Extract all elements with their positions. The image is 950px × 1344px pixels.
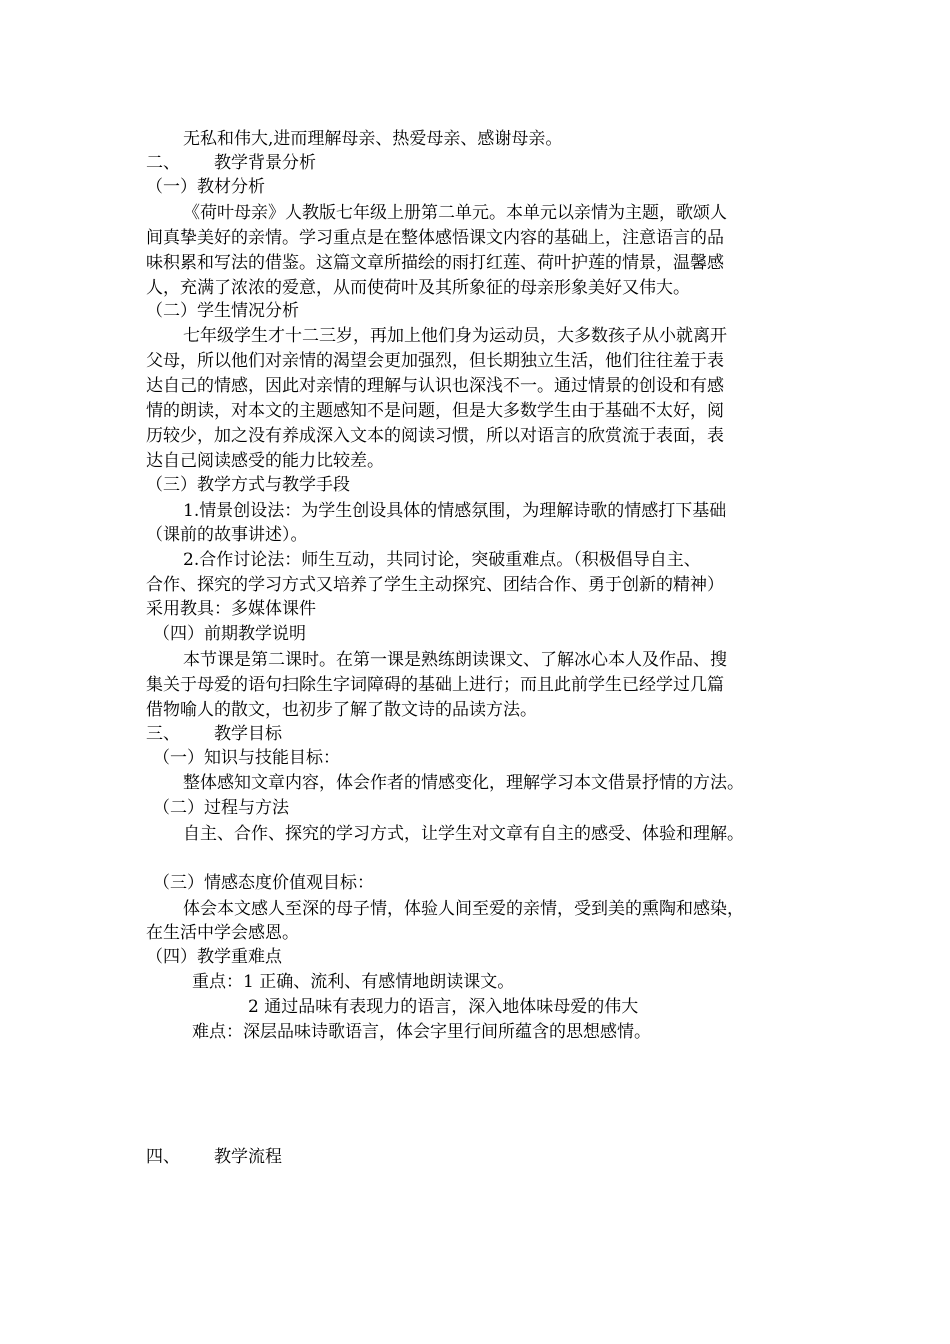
paragraph-line: 2.合作讨论法：师生互动，共同讨论，突破重难点。（积极倡导自主、 (183, 550, 701, 570)
section3-heading (146, 723, 282, 745)
section2-heading (146, 152, 316, 174)
intro-tail-text: 无私和伟大,进而理解母亲、热爱母亲、感谢母亲。 (183, 129, 563, 149)
section2-number: 二、 (146, 153, 180, 173)
paragraph-line: 七年级学生才十二三岁，再加上他们身为运动员，大多数孩子从小就离开 (183, 326, 727, 346)
section2-sub3-heading: （三）教学方式与教学手段 (146, 475, 350, 495)
paragraph-line: 1.情景创设法：为学生创设具体的情感氛围，为理解诗歌的情感打下基础 (183, 501, 727, 521)
section3-sub3-heading: （三）情感态度价值观目标： (153, 873, 374, 893)
section4-number: 四、 (146, 1147, 180, 1167)
paragraph-line: 达自己阅读感受的能力比较差。 (146, 451, 384, 471)
paragraph-line: 借物喻人的散文，也初步了解了散文诗的品读方法。 (146, 700, 537, 720)
paragraph-line: 集关于母爱的语句扫除生字词障碍的基础上进行；而且此前学生已经学过几篇 (146, 675, 724, 695)
section2-sub1-heading: （一）教材分析 (146, 177, 265, 197)
paragraph-line: 采用教具：多媒体课件 (146, 599, 316, 619)
paragraph-line: 整体感知文章内容，体会作者的情感变化，理解学习本文借景抒情的方法。 (183, 773, 744, 793)
paragraph-line: （课前的故事讲述）。 (146, 525, 308, 545)
section3-title: 教学目标 (214, 724, 282, 744)
section2-sub4-heading: （四）前期教学说明 (153, 624, 306, 644)
section3-number: 三、 (146, 724, 180, 744)
paragraph-line: 本节课是第二课时。在第一课是熟练朗读课文、了解冰心本人及作品、搜 (183, 650, 727, 670)
paragraph-line: 间真挚美好的亲情。学习重点是在整体感悟课文内容的基础上，注意语言的品 (146, 228, 724, 248)
paragraph-line: 体会本文感人至深的母子情，体验人间至爱的亲情，受到美的熏陶和感染， (183, 899, 744, 919)
section4-heading (146, 1146, 282, 1168)
paragraph-line: 历较少，加之没有养成深入文本的阅读习惯，所以对语言的欣赏流于表面，表 (146, 426, 724, 446)
section3-sub2-heading: （二）过程与方法 (153, 798, 289, 818)
paragraph-line: 在生活中学会感恩。 (146, 923, 299, 943)
section3-sub1-heading: （一）知识与技能目标： (153, 748, 340, 768)
paragraph-line: 味积累和写法的借鉴。这篇文章所描绘的雨打红莲、荷叶护莲的情景，温馨感 (146, 253, 724, 273)
section4-title: 教学流程 (214, 1147, 282, 1167)
paragraph-line: 人，充满了浓浓的爱意，从而使荷叶及其所象征的母亲形象美好又伟大。 (146, 278, 690, 298)
section2-title: 教学背景分析 (214, 153, 316, 173)
key-point-1: 重点：1 正确、流利、有感情地朗读课文。 (192, 972, 515, 992)
paragraph-line: 自主、合作、探究的学习方式，让学生对文章有自主的感受、体验和理解。 (183, 824, 744, 844)
section3-sub4-heading: （四）教学重难点 (146, 947, 282, 967)
difficulty-point: 难点：深层品味诗歌语言，体会字里行间所蕴含的思想感情。 (192, 1022, 651, 1042)
paragraph-line: 父母，所以他们对亲情的渴望会更加强烈，但长期独立生活，他们往往羞于表 (146, 351, 724, 371)
paragraph-line: 《荷叶母亲》人教版七年级上册第二单元。本单元以亲情为主题，歌颂人 (183, 203, 727, 223)
key-point-2: 2 通过品味有表现力的语言，深入地体味母爱的伟大 (248, 997, 639, 1017)
paragraph-line: 情的朗读，对本文的主题感知不是问题，但是大多数学生由于基础不太好，阅 (146, 401, 724, 421)
section2-sub2-heading: （二）学生情况分析 (146, 301, 299, 321)
paragraph-line: 合作、探究的学习方式又培养了学生主动探究、团结合作、勇于创新的精神） (146, 575, 724, 595)
paragraph-line: 达自己的情感，因此对亲情的理解与认识也深浅不一。通过情景的创设和有感 (146, 376, 724, 396)
